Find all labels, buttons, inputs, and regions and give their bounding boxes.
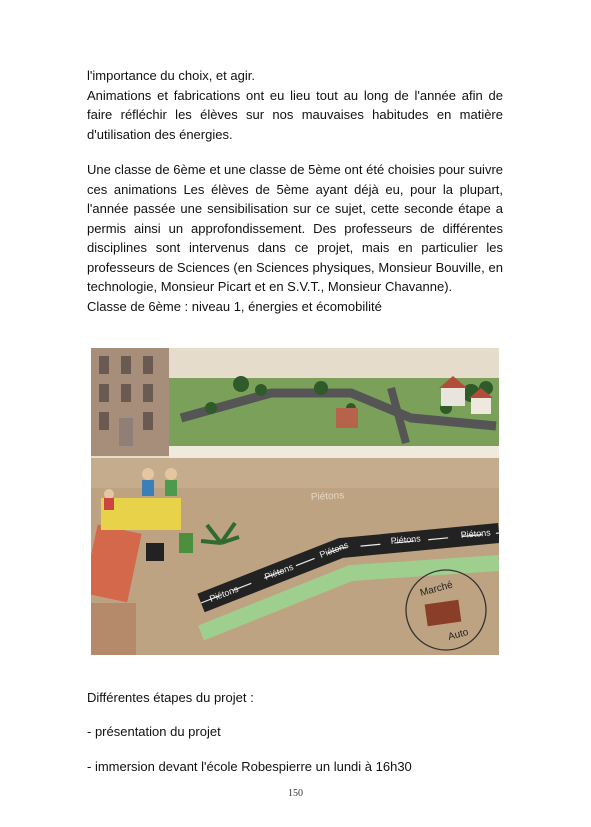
classes-paragraph — [87, 160, 503, 316]
intro-line: l'importance du choix, et agir. — [87, 68, 255, 83]
road-label: Piétons — [460, 527, 492, 540]
circle-label-bottom: Auto — [446, 626, 470, 643]
model-photo-illustration — [91, 348, 499, 655]
page-number: 150 — [288, 788, 303, 799]
step-item: - présentation du projet — [87, 724, 221, 739]
road-label: Piétons — [390, 533, 422, 546]
intro-body: Animations et fabrications ont eu lieu tout au long de l'année afin de faire réfléchir les élèves sur nos mauvaises habitudes en matière d'utilisation des énergies. — [87, 87, 503, 142]
intro-paragraph — [87, 66, 503, 144]
faint-road-label: Piétons — [310, 490, 345, 503]
step-item: - immersion devant l'école Robespierre un lundi à 16h30 — [87, 759, 412, 774]
model-photo — [91, 348, 499, 655]
steps-heading: Différentes étapes du projet : — [87, 690, 254, 705]
photo-caption-text: Classe de 6ème : niveau 1, énergies et écomobilité — [87, 298, 382, 314]
road-label: Piétons — [318, 539, 350, 560]
classes-body: Une classe de 6ème et une classe de 5ème ont été choisies pour suivre ces animations Les élèves de 5ème ayant déjà eu, pour la plupart, l'année passée une sensibilisation sur ce sujet, cette seconde étape a permis ainsi un approfondissement. Des professeurs de différentes disciplines sont intervenus dans ce projet, mais en particulier les professeurs de Sciences (en Sciences physiques, Monsieur Bouville, en technologie, Monsieur Picart et en S.V.T., Monsieur Chavanne). — [87, 162, 503, 294]
circle-label-top: Marché — [418, 579, 454, 599]
road-label: Piétons — [208, 583, 240, 604]
road-label: Piétons — [263, 561, 295, 582]
